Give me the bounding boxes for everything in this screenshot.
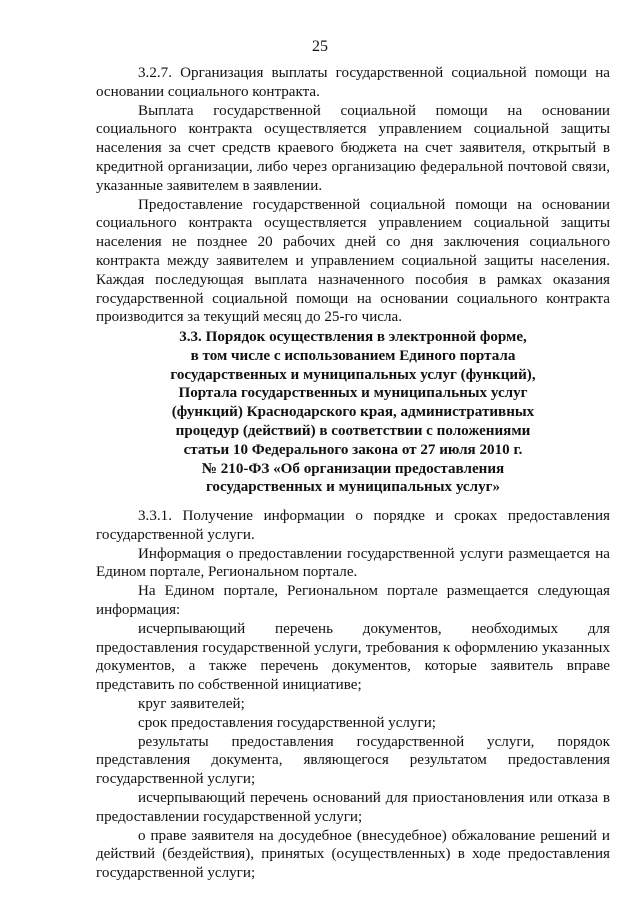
heading-line: № 210-ФЗ «Об организации предоставления (201, 460, 505, 477)
section-3-2-7 (96, 64, 610, 327)
list-item-term: срок предоставления государственной услуги; (138, 714, 436, 731)
paragraph-info-placement: Информация о предоставлении государственной услуги размещается на Едином портале, Региональном портале. (96, 545, 610, 581)
heading-line: государственных и муниципальных услуг (функций), (170, 366, 536, 383)
list-item-results: результаты предоставления государственной услуги, порядок представления документа, являющегося результатом предоставления государственной услуги; (96, 733, 610, 788)
list-item-refusal-grounds: исчерпывающий перечень оснований для приостановления или отказа в предоставлении государственной услуги; (96, 789, 610, 825)
list-item-documents: исчерпывающий перечень документов, необходимых для предоставления государственной услуги, требования к оформлению указанных документов, а также перечень документов, которые заявитель вправе представить по собственной инициативе; (96, 620, 610, 694)
heading-line: (функций) Краснодарского края, административных (171, 404, 535, 421)
paragraph-3-3-1-title: 3.3.1. Получение информации о порядке и сроках предоставления государственной услуги. (96, 508, 610, 543)
page-number: 25 (312, 38, 328, 55)
section-3-3-heading (96, 328, 610, 497)
heading-line: 3.3. Порядок осуществления в электронной форме, (179, 329, 527, 345)
heading-line: статьи 10 Федерального закона от 27 июля 2010 г. (183, 441, 523, 458)
paragraph-payment-method: Выплата государственной социальной помощи на основании социального контракта осуществляется управлением социальной защиты населения за счет средств краевого бюджета на счет заявителя, открытый в кредитной организации, либо через организацию федеральной почтовой связи, указанные заявителем в заявлении. (96, 102, 610, 194)
heading-line: государственных и муниципальных услуг» (205, 479, 501, 496)
list-item-appeal-right: о праве заявителя на досудебное (внесудебное) обжалование решений и действий (бездействия), принятых (осуществленных) в ходе предоставления государственной услуги; (96, 827, 610, 882)
list-item-applicants: круг заявителей; (138, 695, 245, 712)
heading-line: в том числе с использованием Единого портала (190, 347, 516, 364)
section-3-3-1 (96, 507, 610, 883)
paragraph-3-2-7-title: 3.2.7. Организация выплаты государственной социальной помощи на основании социального контракта. (96, 65, 610, 100)
heading-line: процедур (действий) в соответствии с положениями (175, 422, 531, 439)
paragraph-payment-terms: Предоставление государственной социальной помощи на основании социального контракта осуществляется управлением социальной защиты населения не позднее 20 рабочих дней со дня заключения социального контракта между заявителем и управлением социальной защиты населения. Каждая последующая выплата назначенного пособия в рамках оказания государственной социальной помощи на основании социального контракта производится за текущий месяц до 25-го числа. (96, 196, 610, 326)
paragraph-info-list-intro: На Едином портале, Региональном портале размещается следующая информация: (96, 583, 610, 618)
heading-line: Портала государственных и муниципальных услуг (178, 385, 528, 402)
